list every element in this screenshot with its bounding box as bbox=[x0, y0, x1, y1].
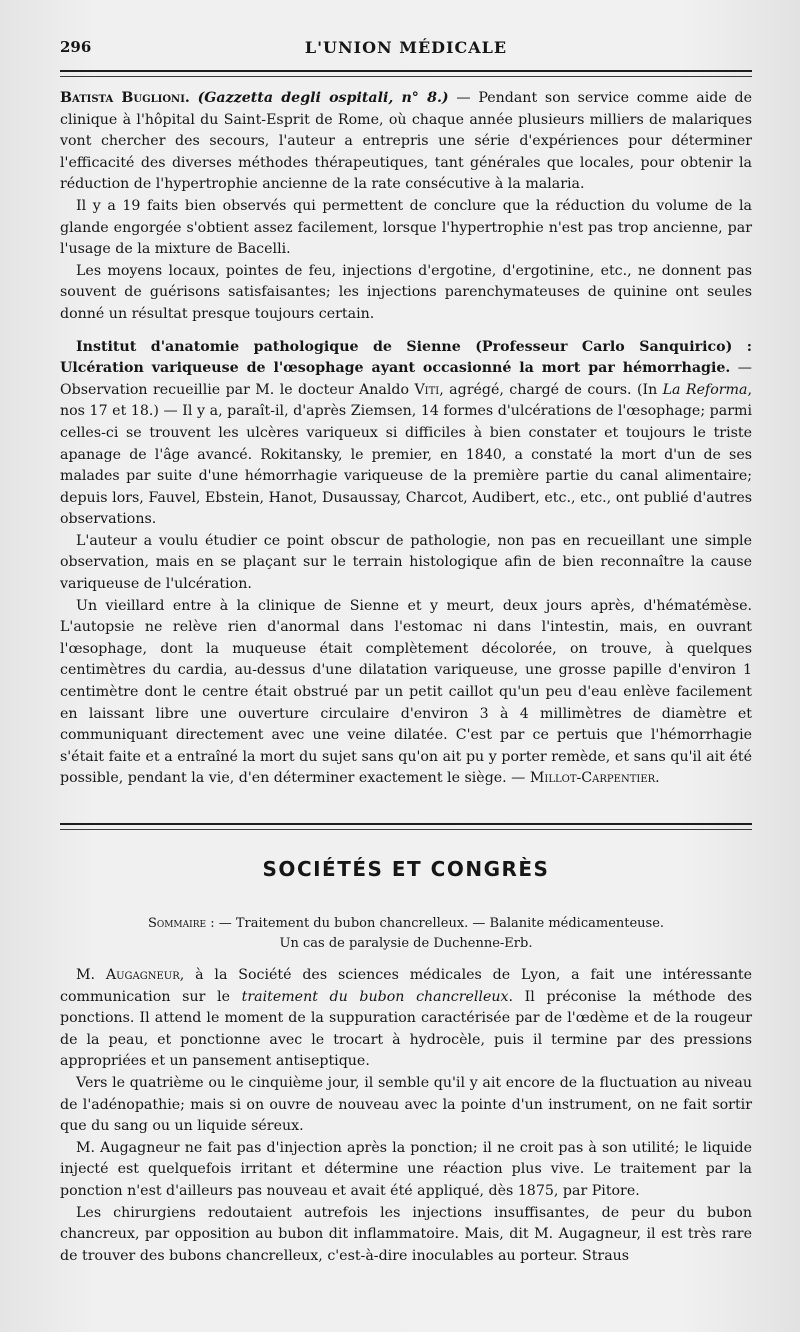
paragraph-text: , à la Société des sciences médicales de Lyon, a fait une intéressante communication sur le bbox=[60, 967, 752, 1005]
page-number: 296 bbox=[60, 38, 92, 56]
paragraph-observations: Il y a 19 faits bien observés qui permettent de conclure que la réduction du volume de la glande engorgée s'obtient assez facilement, lorsque l'hypertrophie n'est pas trop ancienne, par l'usage de la mixture de Bacelli. bbox=[60, 197, 752, 258]
summary-line bbox=[60, 914, 752, 934]
source-citation: (Gazzetta degli ospitali, n° 8.) bbox=[197, 90, 449, 106]
signature: Millot-Carpentier. bbox=[529, 770, 660, 787]
summary-label: Sommaire bbox=[147, 916, 207, 931]
paragraph-text: , agrégé, chargé de cours. (In bbox=[439, 381, 663, 398]
article-title: Ulcération variqueuse de l'œsophage ayant occasionné la mort par hémorrhagie. bbox=[60, 360, 731, 377]
paragraph-augagneur bbox=[60, 965, 752, 1073]
journal-title: L'UNION MÉDICALE bbox=[304, 38, 508, 57]
section-summary bbox=[60, 914, 752, 954]
author-name: Batista Buglioni. bbox=[60, 90, 190, 106]
header-rule bbox=[60, 70, 752, 72]
paragraph-buglioni bbox=[60, 88, 752, 196]
summary-text: : — Traitement du bubon chancrelleux. — Balanite médicamenteuse. bbox=[206, 916, 665, 931]
article-bubon-treatment bbox=[60, 965, 752, 1267]
summary-line: Un cas de paralysie de Duchenne-Erb. bbox=[279, 936, 533, 951]
article-spleen-and-oesophagus bbox=[60, 88, 752, 790]
section-title: SOCIÉTÉS ET CONGRÈS bbox=[262, 857, 550, 881]
institute-name: Institut d'anatomie pathologique de Sienne (Professeur Carlo Sanquirico) : bbox=[76, 338, 752, 355]
paragraph-surgeons: Les chirurgiens redoutaient autrefois les injections insuffisantes, de peur du bubon chancreux, par opposition au bubon dit inflammatoire. Mais, dit M. Augagneur, il est très rare de trouver des bubons chancrelleux, c'est-à-dire inoculables au porteur. Straus bbox=[60, 1204, 752, 1264]
paragraph-text: — Pendant son service comme aide de clinique à l'hôpital du Saint-Esprit de Rome, où chaque année plusieurs milliers de malariques vont chercher des secours, l'auteur a entrepris une série d'expériences pour déterminer l'efficacité des diverses méthodes thérapeutiques, tant générales que locales, pour obtenir la réduction de l'hypertrophie ancienne de la rate consécutive à la malaria. bbox=[60, 90, 752, 193]
paragraph-fluctuation: Vers le quatrième ou le cinquième jour, il semble qu'il y ait encore de la fluctuation au niveau de l'adénopathie; mais si on ouvre de nouveau avec la pointe d'un instrument, on ne fait sortir que du sang ou un liquide séreux. bbox=[60, 1074, 752, 1135]
source-citation: La Reforma bbox=[662, 381, 748, 398]
paragraph-text: — Observation recueillie par M. le docteur Analdo bbox=[60, 360, 752, 398]
paragraph-author-goal: L'auteur a voulu étudier ce point obscur de pathologie, non pas en recueillant une simple observation, mais en se plaçant sur le terrain histologique afin de bien reconnaître la cause variqueuse de l'ulcération. bbox=[60, 532, 752, 593]
paragraph-sienne-institute bbox=[60, 337, 752, 531]
author-name: M. Augagneur bbox=[76, 967, 180, 983]
paragraph-gap bbox=[60, 326, 752, 337]
author-name: Viti bbox=[414, 381, 440, 398]
section-rule-thin bbox=[60, 829, 752, 830]
paragraph-text: , nos 17 et 18.) — Il y a, paraît-il, d'après Ziemsen, 14 formes d'ulcérations de l'œsophage; parmi celles-ci se trouvent les ulcères variqueux si difficiles à bien constater et toujours le triste apanage de l'âge avancé. Rokitansky, le premier, en 1840, a constaté la mort d'un de ses malades par suite d'une hémorrhagie variqueuse de la première partie du canal alimentaire; depuis lors, Fauvel, Ebstein, Hanot, Dusaussay, Charcot, Audibert, etc., etc., ont publié d'autres observations. bbox=[60, 381, 752, 528]
paragraph-text: Un vieillard entre à la clinique de Sienne et y meurt, deux jours après, d'hématémèse. L'autopsie ne relève rien d'anormal dans l'estomac ni dans l'intestin, mais, en ouvrant l'œsophage, dont la muqueuse était complètement décolorée, on trouve, à quelques centimètres du cardia, au-dessus d'une dilatation variqueuse, une grosse papille d'environ 1 centimètre dont le centre était obstrué par un petit caillot qu'un peu d'eau enlève facilement en laissant libre une ouverture circulaire d'environ 3 à 4 millimètres de diamètre et communiquant directement avec une veine dilatée. C'est par ce pertuis que l'hémorrhagie s'était faite et a entraîné la mort du sujet sans qu'on ait pu y porter remède, et sans qu'il ait été possible, pendant la vie, d'en déterminer exactement le siège. — bbox=[60, 597, 752, 787]
paragraph-local-means: Les moyens locaux, pointes de feu, injections d'ergotine, d'ergotinine, etc., ne donnent pas souvent de guérisons satisfaisantes; les injections parenchymateuses de quinine ont seules donné un résultat presque toujours certain. bbox=[60, 262, 752, 322]
running-head bbox=[60, 38, 752, 62]
paragraph-no-injection: M. Augagneur ne fait pas d'injection après la ponction; il ne croit pas à son utilité; le liquide injecté est quelquefois irritant et détermine une réaction plus vive. Le traitement par la ponction n'est d'ailleurs pas nouveau et avait été appliqué, dès 1875, par Pitore. bbox=[60, 1139, 752, 1199]
header-rule-thin bbox=[60, 76, 752, 77]
section-rule bbox=[60, 823, 752, 825]
topic-title: traitement du bubon chancrelleux bbox=[241, 988, 509, 1005]
paragraph-case-report bbox=[60, 596, 752, 790]
paragraph-text: . Il préconise la méthode des ponctions. Il attend le moment de la suppuration caractérisée par de l'œdème et de la rougeur de la peau, et ponctionne avec le trocart à hydrocèle, puis il termine par des pressions appropriées et un pansement antiseptique. bbox=[60, 988, 752, 1070]
